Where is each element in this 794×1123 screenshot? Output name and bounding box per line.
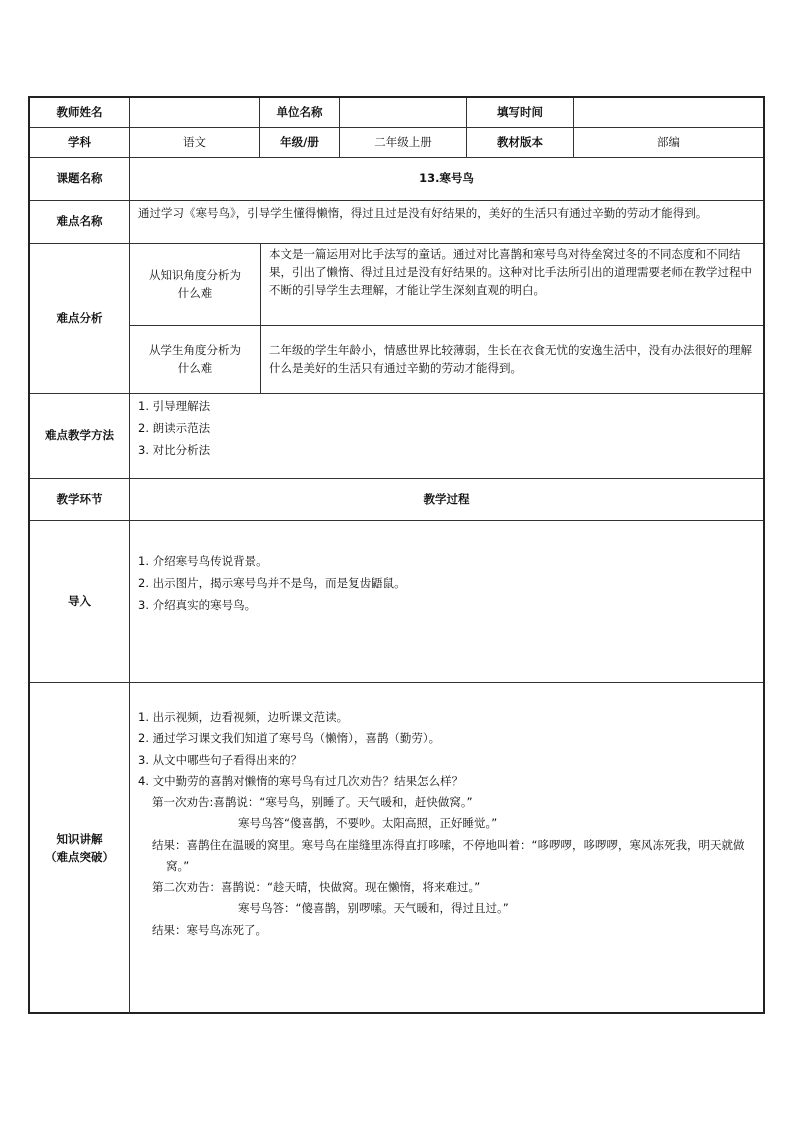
- subject-label: 学科: [30, 128, 130, 158]
- second-advice: 第二次劝告：喜鹊说：“趁天晴，快做窝。现在懒惰，将来难过。”: [152, 880, 481, 895]
- fill-date-value[interactable]: [574, 98, 763, 128]
- analysis-label: 难点分析: [30, 244, 130, 394]
- unit-name-value[interactable]: [340, 98, 467, 128]
- lesson-title-label: 课题名称: [30, 158, 130, 201]
- second-reply: 寒号鸟答：“傻喜鹊，别啰嗦。天气暖和，得过且过。”: [238, 901, 509, 916]
- method-item: 1. 引导理解法: [138, 399, 211, 413]
- difficulty-label: 难点名称: [30, 201, 130, 244]
- knowledge-label: [30, 683, 130, 1014]
- first-advice: 第一次劝告:喜鹊说：“寒号鸟，别睡了。天气暖和，赶快做窝。”: [152, 795, 473, 810]
- methods-label: 难点教学方法: [30, 394, 130, 479]
- teacher-name-value[interactable]: [130, 98, 260, 128]
- lesson-title-value: 13.寒号鸟: [130, 158, 763, 201]
- intro-item: 2. 出示图片，揭示寒号鸟并不是鸟，而是复齿鼯鼠。: [138, 575, 406, 590]
- lesson-plan-table: [28, 96, 765, 1014]
- knowledge-content: [130, 683, 763, 1014]
- knowledge-label-line2: （难点突破）: [45, 849, 114, 864]
- knowledge-angle-text: 本文是一篇运用对比手法写的童话。通过对比喜鹊和寒号鸟对待垒窝过冬的不同态度和不同结果，引出了懒惰、得过且过是没有好结果的。这种对比手法所引出的道理需要老师在教学过程中不断的引导学生去理解，才能让学生深刻直观的明白。: [261, 244, 763, 326]
- student-angle-text: 二年级的学生年龄小，情感世界比较薄弱，生长在衣食无忧的安逸生活中，没有办法很好的理解什么是美好的生活只有通过辛勤的劳动才能得到。: [261, 326, 763, 394]
- grade-value: 二年级上册: [340, 128, 467, 158]
- edition-label: 教材版本: [467, 128, 574, 158]
- subject-value: 语文: [130, 128, 260, 158]
- intro-label: 导入: [30, 521, 130, 683]
- grade-label: 年级/册: [260, 128, 340, 158]
- knowledge-item: 3. 从文中哪些句子看得出来的？: [138, 752, 303, 767]
- student-angle-label: 从学生角度分析为什么难: [130, 326, 261, 394]
- teaching-process-header: 教学过程: [130, 479, 763, 521]
- knowledge-item: 1. 出示视频，边看视频，边听课文范读。: [138, 710, 349, 724]
- knowledge-angle-label: 从知识角度分析为什么难: [130, 244, 261, 326]
- method-item: 3. 对比分析法: [138, 442, 211, 457]
- methods-list: [130, 394, 763, 479]
- unit-name-label: 单位名称: [260, 98, 340, 128]
- fill-date-label: 填写时间: [467, 98, 574, 128]
- teaching-stage-header: 教学环节: [30, 479, 130, 521]
- difficulty-text: 通过学习《寒号鸟》，引导学生懂得懒惰，得过且过是没有好结果的，美好的生活只有通过辛勤的劳动才能得到。: [130, 201, 763, 244]
- teacher-name-label: 教师姓名: [30, 98, 130, 128]
- intro-item: 3. 介绍真实的寒号鸟。: [138, 597, 257, 612]
- edition-value: 部编: [574, 128, 763, 158]
- first-result: 结果：喜鹊住在温暖的窝里。寒号鸟在崖缝里冻得直打哆嗦，不停地叫着：“哆啰啰，哆啰啰，寒风冻死我，明天就做窝。”: [152, 837, 745, 873]
- intro-content: [130, 521, 763, 683]
- knowledge-item: 4. 文中勤劳的喜鹊对懒惰的寒号鸟有过几次劝告？结果怎么样？: [138, 773, 464, 788]
- method-item: 2. 朗读示范法: [138, 420, 211, 435]
- second-result: 结果：寒号鸟冻死了。: [152, 922, 267, 937]
- knowledge-label-line1: 知识讲解: [56, 831, 103, 846]
- knowledge-item: 2. 通过学习课文我们知道了寒号鸟（懒惰），喜鹊（勤劳）。: [138, 731, 441, 746]
- first-reply: 寒号鸟答“傻喜鹊，不要吵。太阳高照，正好睡觉。”: [238, 816, 498, 831]
- intro-item: 1. 介绍寒号鸟传说背景。: [138, 554, 268, 568]
